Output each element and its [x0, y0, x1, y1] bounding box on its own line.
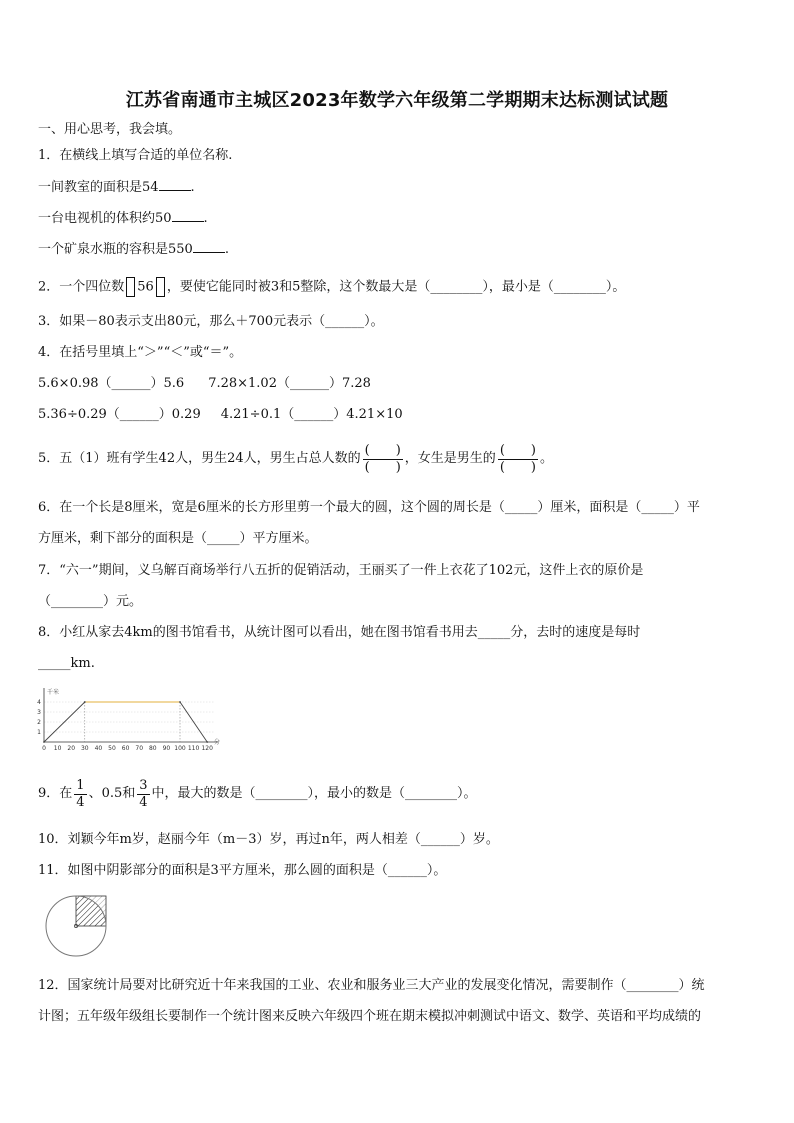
x-tick-label: 60	[121, 745, 130, 752]
y-tick-label: 4	[37, 699, 41, 706]
q9-post: 中，最大的数是（________），最小的数是（________）。	[151, 786, 477, 801]
section-heading: 一、用心思考，我会填。	[38, 122, 182, 137]
q9-mid: 、0.5和	[88, 786, 136, 801]
q5-pre: 5．五（1）班有学生42人，男生24人，男生占总人数的	[38, 451, 361, 466]
distance-time-chart	[30, 684, 230, 756]
question-1-head: 1．在横线上填写合适的单位名称.	[38, 148, 233, 163]
x-tick-label: 110	[187, 745, 200, 752]
question-8-line1: 8．小红从家去4km的图书馆看书，从统计图可以看出，她在图书馆看书用去_____分，去时的速度是每时	[38, 625, 641, 640]
frac-den: ( )	[499, 459, 536, 475]
answer-blank[interactable]	[193, 240, 225, 253]
q4-r1a: 5.6×0.98（______）5.6	[38, 376, 185, 391]
x-tick-label: 120	[201, 745, 213, 752]
q5-end: 。	[539, 451, 553, 466]
question-4-row2	[38, 407, 403, 423]
answer-blank[interactable]	[172, 209, 204, 222]
x-tick-label: 20	[67, 745, 76, 752]
digit-box-right[interactable]	[156, 277, 165, 297]
question-4-row1	[38, 376, 371, 392]
question-1b	[38, 209, 208, 227]
question-3: 3．如果－80表示支出80元，那么＋700元表示（______）。	[38, 314, 384, 329]
y-tick-label: 1	[37, 729, 41, 736]
y-axis-label: 千米	[47, 689, 60, 696]
question-6-line1: 6．在一个长是8厘米，宽是6厘米的长方形里剪一个最大的圆，这个圆的周长是（_____）厘米，面积是（_____）平	[38, 500, 700, 515]
x-tick-label: 100	[174, 745, 186, 752]
question-4-head: 4．在括号里填上“＞”“＜”或“＝”。	[38, 345, 243, 360]
data-point	[84, 701, 86, 703]
q5-mid: ，女生是男生的	[404, 451, 496, 466]
question-12-line2: 计图；五年级年级组长要制作一个统计图来反映六年级四个班在期末模拟冲刺测试中语文、数学、英语和平均成绩的	[38, 1009, 702, 1024]
question-9	[38, 774, 477, 814]
question-6-line2: 方厘米，剩下部分的面积是（_____）平方厘米。	[38, 531, 318, 546]
fraction-answer-1[interactable]	[363, 443, 403, 476]
fraction-answer-2[interactable]	[498, 443, 538, 476]
answer-blank[interactable]	[159, 178, 191, 191]
question-1c	[38, 240, 229, 258]
q1a-end: .	[190, 180, 195, 195]
x-tick-label: 10	[53, 745, 62, 752]
q2-pre: 2．一个四位数	[38, 279, 125, 295]
question-2	[38, 277, 625, 297]
y-tick-label: 2	[37, 719, 41, 726]
x-tick-label: 30	[80, 745, 89, 752]
q9-pre: 9．在	[38, 786, 73, 801]
frac-num: ( )	[499, 442, 536, 458]
question-12-line1: 12．国家统计局要对比研究近十年来我国的工业、农业和服务业三大产业的发展变化情况，需要制作（________）统	[38, 978, 705, 993]
q1b-end: .	[203, 211, 208, 226]
x-tick-label: 90	[162, 745, 171, 752]
question-8-line2: _____km.	[38, 656, 95, 671]
data-point	[206, 741, 208, 743]
q4-r2b: 4.21÷0.1（______）4.21×10	[220, 407, 403, 422]
x-tick-label: 50	[108, 745, 116, 752]
x-tick-label: 80	[148, 745, 157, 752]
y-tick-label: 3	[37, 709, 41, 716]
page-title: 江苏省南通市主城区2023年数学六年级第二学期期末达标测试试题	[125, 90, 669, 111]
x-tick-label: 70	[135, 745, 144, 752]
frac-den: 4	[139, 794, 148, 810]
frac-num: 3	[139, 777, 148, 793]
q1c-end: .	[224, 242, 229, 257]
q1b-text: 一台电视机的体积约50	[38, 211, 172, 226]
data-point	[179, 701, 181, 703]
fraction-one-quarter	[74, 778, 86, 811]
data-point	[43, 741, 45, 743]
frac-num: 1	[76, 777, 85, 793]
circle-shaded-figure	[40, 890, 116, 962]
frac-den: 4	[76, 794, 85, 810]
question-10: 10．刘颖今年m岁，赵丽今年（m－3）岁，再过n年，两人相差（______）岁。	[38, 832, 499, 847]
x-tick-label: 40	[94, 745, 103, 752]
question-7-line1: 7．“六一”期间，义乌解百商场举行八五折的促销活动，王丽买了一件上衣花了102元，这件上衣的原价是	[38, 563, 644, 578]
q2-post: ，要使它能同时被3和5整除，这个数最大是（________），最小是（________）。	[166, 279, 626, 295]
question-5	[38, 437, 553, 481]
frac-num: ( )	[364, 442, 401, 458]
question-7-line2: （________）元。	[38, 594, 143, 609]
frac-den: ( )	[364, 459, 401, 475]
q1c-text: 一个矿泉水瓶的容积是550	[38, 242, 193, 257]
q2-mid: 56	[137, 279, 154, 295]
q4-r1b: 7.28×1.02（______）7.28	[208, 376, 371, 391]
x-tick-label: 0	[42, 745, 46, 752]
question-1a	[38, 178, 195, 196]
fraction-three-quarters	[137, 778, 149, 811]
q1a-text: 一间教室的面积是54	[38, 180, 159, 195]
q4-r2a: 5.36÷0.29（______）0.29	[38, 407, 201, 422]
digit-box-left[interactable]	[126, 277, 135, 297]
question-11: 11．如图中阴影部分的面积是3平方厘米，那么圆的面积是（______）。	[38, 863, 447, 878]
x-axis-label: 分	[214, 739, 221, 746]
